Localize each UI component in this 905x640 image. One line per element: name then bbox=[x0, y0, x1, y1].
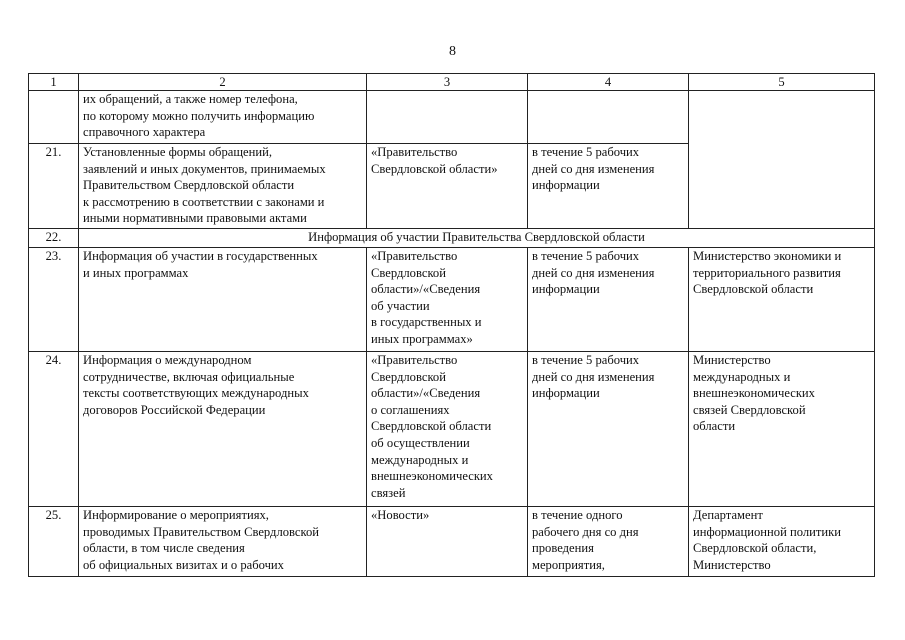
section-cell: «Новости» bbox=[367, 507, 528, 577]
period-cell: в течение 5 рабочих дней со дня изменения информации bbox=[528, 352, 689, 507]
section-cell: «Правительство Свердловской области»/«Сведения о соглашениях Свердловской области об осуществлении международных и внешнеэкономических связей bbox=[367, 352, 528, 507]
column-header-2: 2 bbox=[79, 74, 367, 91]
responsible-cell: Департамент информационной политики Свердловской области, Министерство bbox=[689, 507, 875, 577]
column-header-1: 1 bbox=[29, 74, 79, 91]
row-number: 25. bbox=[29, 507, 79, 577]
info-cell: их обращений, а также номер телефона, по которому можно получить информацию справочного характера bbox=[79, 91, 367, 144]
row-number bbox=[29, 91, 79, 144]
column-header-4: 4 bbox=[528, 74, 689, 91]
column-header-5: 5 bbox=[689, 74, 875, 91]
row-number: 23. bbox=[29, 248, 79, 352]
row-number: 24. bbox=[29, 352, 79, 507]
responsible-cell: Министерство экономики и территориального развития Свердловской области bbox=[689, 248, 875, 352]
responsible-cell: Министерство международных и внешнеэкономических связей Свердловской области bbox=[689, 352, 875, 507]
period-cell bbox=[528, 91, 689, 144]
row-number: 21. bbox=[29, 144, 79, 229]
table-row-22 bbox=[29, 229, 875, 248]
table-row-24 bbox=[29, 352, 875, 507]
section-cell: «Правительство Свердловской области»/«Сведения об участии в государственных и иных программах» bbox=[367, 248, 528, 352]
regulation-table bbox=[28, 73, 875, 577]
info-cell: Информирование о мероприятиях, проводимых Правительством Свердловской области, в том числе сведения об официальных визитах и о рабочих bbox=[79, 507, 367, 577]
info-cell: Информация о международном сотрудничестве, включая официальные тексты соответствующих международных договоров Российской Федерации bbox=[79, 352, 367, 507]
period-cell: в течение 5 рабочих дней со дня изменения информации bbox=[528, 144, 689, 229]
period-cell: в течение одного рабочего дня со дня проведения мероприятия, bbox=[528, 507, 689, 577]
section-cell: «Правительство Свердловской области» bbox=[367, 144, 528, 229]
info-cell: Информация об участии в государственных и иных программах bbox=[79, 248, 367, 352]
column-number-row bbox=[29, 74, 875, 91]
page-number: 8 bbox=[449, 44, 456, 59]
table-row-23 bbox=[29, 248, 875, 352]
section-heading: Информация об участии Правительства Свердловской области bbox=[79, 229, 875, 248]
row-number: 22. bbox=[29, 229, 79, 248]
table-row-continued bbox=[29, 91, 875, 144]
period-cell: в течение 5 рабочих дней со дня изменения информации bbox=[528, 248, 689, 352]
info-cell: Установленные формы обращений, заявлений и иных документов, принимаемых Правительством Свердловской области к рассмотрению в соответствии с законами и иными нормативными правовыми актами bbox=[79, 144, 367, 229]
column-header-3: 3 bbox=[367, 74, 528, 91]
responsible-cell bbox=[689, 91, 875, 229]
table-row-25 bbox=[29, 507, 875, 577]
section-cell bbox=[367, 91, 528, 144]
